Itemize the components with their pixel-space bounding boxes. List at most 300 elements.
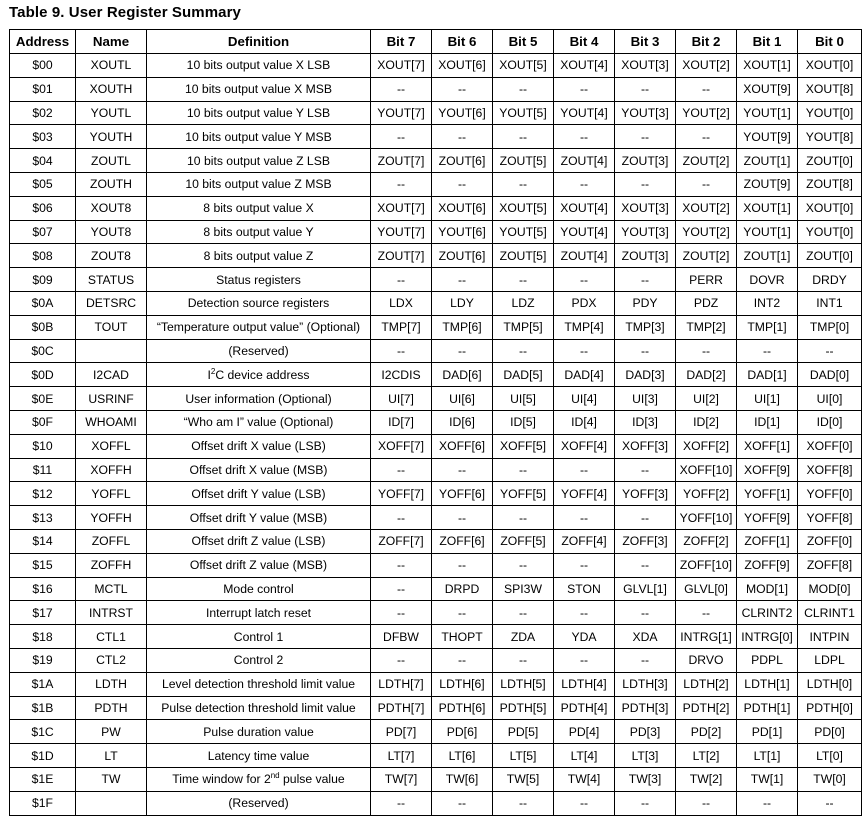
bit-cell: ZOFF[4] — [554, 529, 615, 553]
bit-cell: ZOUT[2] — [676, 244, 737, 268]
definition-cell: Latency time value — [147, 744, 371, 768]
bit-cell: XOUT[4] — [554, 196, 615, 220]
bit-cell: -- — [493, 791, 554, 815]
definition-cell: (Reserved) — [147, 791, 371, 815]
bit-cell: MOD[1] — [737, 577, 798, 601]
definition-cell: Offset drift Z value (LSB) — [147, 529, 371, 553]
bit-cell: ZOUT[6] — [432, 149, 493, 173]
bit-cell: TMP[3] — [615, 315, 676, 339]
bit-cell: -- — [554, 506, 615, 530]
bit-cell: GLVL[0] — [676, 577, 737, 601]
table-row — [10, 720, 862, 744]
bit-cell: XOUT[7] — [371, 196, 432, 220]
bit-cell: TW[1] — [737, 767, 798, 791]
bit-cell: -- — [493, 268, 554, 292]
definition-cell: Control 1 — [147, 625, 371, 649]
bit-cell: ZOUT[9] — [737, 172, 798, 196]
bit-cell: INTRG[0] — [737, 625, 798, 649]
bit-cell: XOFF[7] — [371, 434, 432, 458]
name-cell: YOUTL — [76, 101, 147, 125]
bit-cell: -- — [432, 268, 493, 292]
bit-cell: -- — [371, 791, 432, 815]
definition-cell: “Temperature output value” (Optional) — [147, 315, 371, 339]
bit-cell: XOFF[1] — [737, 434, 798, 458]
definition-cell: (Reserved) — [147, 339, 371, 363]
bit-cell: PD[5] — [493, 720, 554, 744]
table-row — [10, 601, 862, 625]
bit-cell: -- — [432, 506, 493, 530]
name-cell: TOUT — [76, 315, 147, 339]
table-row — [10, 196, 862, 220]
bit-cell: ZOUT[3] — [615, 149, 676, 173]
bit-cell: DAD[2] — [676, 363, 737, 387]
bit-cell: LDTH[1] — [737, 672, 798, 696]
bit-cell: ZOFF[7] — [371, 529, 432, 553]
bit-cell: TMP[4] — [554, 315, 615, 339]
definition-prefix: I — [207, 367, 211, 382]
bit-cell: XOFF[8] — [798, 458, 862, 482]
bit-cell: XOUT[0] — [798, 54, 862, 78]
bit-cell: -- — [493, 458, 554, 482]
bit-cell: XOUT[5] — [493, 196, 554, 220]
bit-cell: ZOFF[3] — [615, 529, 676, 553]
name-cell: YOFFL — [76, 482, 147, 506]
table-row — [10, 553, 862, 577]
address-cell: $02 — [10, 101, 76, 125]
bit-cell: MOD[0] — [798, 577, 862, 601]
definition-cell: 10 bits output value Z MSB — [147, 172, 371, 196]
table-row — [10, 172, 862, 196]
bit-cell: ID[6] — [432, 410, 493, 434]
bit-cell: PD[1] — [737, 720, 798, 744]
address-cell: $1E — [10, 767, 76, 791]
bit-cell: -- — [554, 648, 615, 672]
bit-cell: XOUT[1] — [737, 196, 798, 220]
bit-cell: -- — [493, 125, 554, 149]
definition-cell: 8 bits output value X — [147, 196, 371, 220]
table-row — [10, 696, 862, 720]
bit-cell: UI[3] — [615, 387, 676, 411]
bit-cell: YOFF[5] — [493, 482, 554, 506]
bit-cell: -- — [615, 458, 676, 482]
bit-cell: ID[0] — [798, 410, 862, 434]
bit-cell: YOFF[7] — [371, 482, 432, 506]
bit-cell: -- — [676, 339, 737, 363]
bit-cell: -- — [676, 172, 737, 196]
bit-cell: -- — [554, 339, 615, 363]
bit-cell: -- — [432, 553, 493, 577]
bit-cell: ZOUT[2] — [676, 149, 737, 173]
address-cell: $16 — [10, 577, 76, 601]
bit-cell: YOUT[3] — [615, 101, 676, 125]
bit-cell: -- — [493, 506, 554, 530]
bit-cell: -- — [554, 268, 615, 292]
name-cell: ZOUTL — [76, 149, 147, 173]
bit-cell: -- — [371, 172, 432, 196]
bit-cell: XOUT[8] — [798, 77, 862, 101]
bit-cell: LT[1] — [737, 744, 798, 768]
bit-cell: PDX — [554, 291, 615, 315]
address-cell: $18 — [10, 625, 76, 649]
bit-cell: TW[6] — [432, 767, 493, 791]
bit-cell: -- — [371, 458, 432, 482]
definition-cell: Pulse duration value — [147, 720, 371, 744]
bit-cell: -- — [554, 553, 615, 577]
column-header: Address — [10, 30, 76, 54]
address-cell: $0C — [10, 339, 76, 363]
bit-cell: -- — [554, 601, 615, 625]
name-cell: USRINF — [76, 387, 147, 411]
bit-cell: UI[0] — [798, 387, 862, 411]
bit-cell: PDTH[3] — [615, 696, 676, 720]
bit-cell: TW[0] — [798, 767, 862, 791]
bit-cell: DOVR — [737, 268, 798, 292]
address-cell: $0E — [10, 387, 76, 411]
bit-cell: -- — [554, 77, 615, 101]
column-header: Bit 0 — [798, 30, 862, 54]
bit-cell: ZOFF[9] — [737, 553, 798, 577]
bit-cell: YOUT[9] — [737, 125, 798, 149]
bit-cell: DAD[1] — [737, 363, 798, 387]
bit-cell: ZOFF[5] — [493, 529, 554, 553]
definition-cell: 8 bits output value Z — [147, 244, 371, 268]
name-cell: PDTH — [76, 696, 147, 720]
bit-cell: -- — [615, 172, 676, 196]
bit-cell: TW[7] — [371, 767, 432, 791]
name-cell: ZOUTH — [76, 172, 147, 196]
bit-cell: ID[2] — [676, 410, 737, 434]
bit-cell: INT2 — [737, 291, 798, 315]
bit-cell: -- — [493, 553, 554, 577]
bit-cell: -- — [432, 125, 493, 149]
bit-cell: ZOUT[1] — [737, 244, 798, 268]
definition-text: C device address — [215, 367, 310, 382]
bit-cell: LDPL — [798, 648, 862, 672]
name-cell: XOFFH — [76, 458, 147, 482]
table-row — [10, 363, 862, 387]
bit-cell: -- — [493, 601, 554, 625]
bit-cell: -- — [676, 125, 737, 149]
address-cell: $13 — [10, 506, 76, 530]
table-row — [10, 506, 862, 530]
bit-cell: LDTH[7] — [371, 672, 432, 696]
bit-cell: CLRINT2 — [737, 601, 798, 625]
bit-cell: PDZ — [676, 291, 737, 315]
table-row — [10, 434, 862, 458]
bit-cell: YOUT[7] — [371, 220, 432, 244]
table-row — [10, 672, 862, 696]
bit-cell: -- — [371, 125, 432, 149]
bit-cell: YOUT[0] — [798, 220, 862, 244]
bit-cell: -- — [615, 791, 676, 815]
column-header: Bit 1 — [737, 30, 798, 54]
bit-cell: LDY — [432, 291, 493, 315]
bit-cell: -- — [371, 77, 432, 101]
table-row — [10, 220, 862, 244]
bit-cell: -- — [493, 172, 554, 196]
bit-cell: PDY — [615, 291, 676, 315]
name-cell: WHOAMI — [76, 410, 147, 434]
definition-cell: Status registers — [147, 268, 371, 292]
bit-cell: DRVO — [676, 648, 737, 672]
bit-cell: PD[4] — [554, 720, 615, 744]
bit-cell: ZOFF[0] — [798, 529, 862, 553]
table-row — [10, 767, 862, 791]
table-row — [10, 125, 862, 149]
bit-cell: LDTH[4] — [554, 672, 615, 696]
definition-superscript: nd — [270, 771, 280, 781]
address-cell: $1D — [10, 744, 76, 768]
name-cell: PW — [76, 720, 147, 744]
bit-cell: XDA — [615, 625, 676, 649]
column-header: Bit 5 — [493, 30, 554, 54]
address-cell: $0D — [10, 363, 76, 387]
bit-cell: YOUT[7] — [371, 101, 432, 125]
bit-cell: -- — [371, 268, 432, 292]
bit-cell: UI[4] — [554, 387, 615, 411]
address-cell: $15 — [10, 553, 76, 577]
definition-cell: 10 bits output value X LSB — [147, 54, 371, 78]
bit-cell: XOUT[2] — [676, 54, 737, 78]
bit-cell: XOUT[3] — [615, 196, 676, 220]
bit-cell: LDZ — [493, 291, 554, 315]
bit-cell: INTPIN — [798, 625, 862, 649]
bit-cell: LT[7] — [371, 744, 432, 768]
bit-cell: -- — [371, 339, 432, 363]
bit-cell: UI[1] — [737, 387, 798, 411]
definition-cell — [147, 363, 371, 387]
bit-cell: YOFF[8] — [798, 506, 862, 530]
table-row — [10, 291, 862, 315]
bit-cell: DFBW — [371, 625, 432, 649]
bit-cell: -- — [432, 77, 493, 101]
definition-prefix: Time window for 2 — [172, 772, 271, 787]
bit-cell: -- — [615, 268, 676, 292]
bit-cell: XOFF[9] — [737, 458, 798, 482]
definition-cell: 10 bits output value Y LSB — [147, 101, 371, 125]
bit-cell: UI[2] — [676, 387, 737, 411]
definition-cell: Detection source registers — [147, 291, 371, 315]
bit-cell: THOPT — [432, 625, 493, 649]
bit-cell: UI[7] — [371, 387, 432, 411]
definition-text: pulse value — [279, 772, 345, 787]
definition-cell: Control 2 — [147, 648, 371, 672]
bit-cell: PDTH[2] — [676, 696, 737, 720]
table-row — [10, 625, 862, 649]
name-cell — [76, 791, 147, 815]
bit-cell: XOFF[10] — [676, 458, 737, 482]
name-cell: YOUT8 — [76, 220, 147, 244]
bit-cell: ID[7] — [371, 410, 432, 434]
bit-cell: YOFF[10] — [676, 506, 737, 530]
bit-cell: -- — [798, 791, 862, 815]
name-cell: CTL1 — [76, 625, 147, 649]
address-cell: $19 — [10, 648, 76, 672]
name-cell: LDTH — [76, 672, 147, 696]
name-cell: ZOFFL — [76, 529, 147, 553]
bit-cell: PDTH[4] — [554, 696, 615, 720]
bit-cell: PERR — [676, 268, 737, 292]
name-cell: ZOFFH — [76, 553, 147, 577]
bit-cell: PDTH[5] — [493, 696, 554, 720]
table-row — [10, 410, 862, 434]
bit-cell: YOFF[1] — [737, 482, 798, 506]
bit-cell: ZOUT[7] — [371, 244, 432, 268]
bit-cell: LDTH[5] — [493, 672, 554, 696]
bit-cell: XOFF[4] — [554, 434, 615, 458]
definition-cell: Mode control — [147, 577, 371, 601]
bit-cell: XOUT[6] — [432, 54, 493, 78]
name-cell: I2CAD — [76, 363, 147, 387]
table-row — [10, 458, 862, 482]
bit-cell: LDX — [371, 291, 432, 315]
bit-cell: ZOFF[10] — [676, 553, 737, 577]
address-cell: $0B — [10, 315, 76, 339]
bit-cell: -- — [554, 458, 615, 482]
bit-cell: -- — [615, 125, 676, 149]
address-cell: $1B — [10, 696, 76, 720]
address-cell: $00 — [10, 54, 76, 78]
address-cell: $1F — [10, 791, 76, 815]
bit-cell: PDTH[0] — [798, 696, 862, 720]
bit-cell: XOUT[0] — [798, 196, 862, 220]
bit-cell: XOUT[3] — [615, 54, 676, 78]
bit-cell: -- — [615, 601, 676, 625]
definition-cell: Level detection threshold limit value — [147, 672, 371, 696]
address-cell: $06 — [10, 196, 76, 220]
bit-cell: YOUT[1] — [737, 220, 798, 244]
bit-cell: ZOUT[6] — [432, 244, 493, 268]
definition-cell: 10 bits output value Y MSB — [147, 125, 371, 149]
name-cell: XOUTL — [76, 54, 147, 78]
bit-cell: YOUT[1] — [737, 101, 798, 125]
bit-cell: XOFF[2] — [676, 434, 737, 458]
bit-cell: -- — [737, 339, 798, 363]
bit-cell: -- — [493, 648, 554, 672]
bit-cell: DAD[4] — [554, 363, 615, 387]
bit-cell: -- — [371, 553, 432, 577]
bit-cell: XOUT[1] — [737, 54, 798, 78]
bit-cell: -- — [371, 506, 432, 530]
definition-cell: Offset drift Z value (MSB) — [147, 553, 371, 577]
bit-cell: UI[5] — [493, 387, 554, 411]
bit-cell: ID[1] — [737, 410, 798, 434]
bit-cell: -- — [615, 77, 676, 101]
bit-cell: -- — [676, 791, 737, 815]
address-cell: $1C — [10, 720, 76, 744]
column-header: Bit 6 — [432, 30, 493, 54]
name-cell: INTRST — [76, 601, 147, 625]
column-header: Bit 2 — [676, 30, 737, 54]
bit-cell: XOFF[6] — [432, 434, 493, 458]
bit-cell: -- — [432, 172, 493, 196]
column-header: Bit 7 — [371, 30, 432, 54]
bit-cell: YOFF[6] — [432, 482, 493, 506]
definition-cell: 8 bits output value Y — [147, 220, 371, 244]
bit-cell: DAD[0] — [798, 363, 862, 387]
bit-cell: ZOUT[8] — [798, 172, 862, 196]
bit-cell: I2CDIS — [371, 363, 432, 387]
definition-cell: Interrupt latch reset — [147, 601, 371, 625]
bit-cell: XOUT[4] — [554, 54, 615, 78]
definition-cell — [147, 767, 371, 791]
bit-cell: PD[6] — [432, 720, 493, 744]
bit-cell: PDTH[6] — [432, 696, 493, 720]
bit-cell: DAD[5] — [493, 363, 554, 387]
bit-cell: ZOUT[3] — [615, 244, 676, 268]
definition-cell: 10 bits output value X MSB — [147, 77, 371, 101]
bit-cell: XOUT[5] — [493, 54, 554, 78]
bit-cell: ID[4] — [554, 410, 615, 434]
bit-cell: -- — [615, 339, 676, 363]
bit-cell: LT[5] — [493, 744, 554, 768]
bit-cell: YOFF[3] — [615, 482, 676, 506]
address-cell: $01 — [10, 77, 76, 101]
bit-cell: ZOUT[0] — [798, 244, 862, 268]
bit-cell: -- — [493, 77, 554, 101]
bit-cell: DRPD — [432, 577, 493, 601]
bit-cell: -- — [554, 172, 615, 196]
bit-cell: TMP[2] — [676, 315, 737, 339]
bit-cell: -- — [432, 601, 493, 625]
table-row — [10, 744, 862, 768]
bit-cell: ZOFF[1] — [737, 529, 798, 553]
address-cell: $08 — [10, 244, 76, 268]
address-cell: $17 — [10, 601, 76, 625]
table-row — [10, 77, 862, 101]
bit-cell: LT[2] — [676, 744, 737, 768]
bit-cell: PDPL — [737, 648, 798, 672]
bit-cell: LT[0] — [798, 744, 862, 768]
name-cell: CTL2 — [76, 648, 147, 672]
name-cell: DETSRC — [76, 291, 147, 315]
address-cell: $1A — [10, 672, 76, 696]
bit-cell: ZOFF[6] — [432, 529, 493, 553]
name-cell: YOUTH — [76, 125, 147, 149]
bit-cell: PDTH[7] — [371, 696, 432, 720]
bit-cell: ZOUT[5] — [493, 149, 554, 173]
bit-cell: LDTH[2] — [676, 672, 737, 696]
name-cell — [76, 339, 147, 363]
bit-cell: YOUT[6] — [432, 220, 493, 244]
table-title: Table 9. User Register Summary — [9, 4, 241, 21]
bit-cell: -- — [615, 648, 676, 672]
bit-cell: TMP[1] — [737, 315, 798, 339]
definition-cell: Offset drift X value (LSB) — [147, 434, 371, 458]
bit-cell: ZOUT[4] — [554, 244, 615, 268]
table-row — [10, 387, 862, 411]
name-cell: XOFFL — [76, 434, 147, 458]
bit-cell: -- — [371, 648, 432, 672]
bit-cell: -- — [615, 553, 676, 577]
bit-cell: ZDA — [493, 625, 554, 649]
bit-cell: XOUT[7] — [371, 54, 432, 78]
bit-cell: LDTH[6] — [432, 672, 493, 696]
table-row — [10, 54, 862, 78]
bit-cell: ZOUT[4] — [554, 149, 615, 173]
bit-cell: TW[2] — [676, 767, 737, 791]
bit-cell: ZOFF[8] — [798, 553, 862, 577]
bit-cell: YOUT[8] — [798, 125, 862, 149]
bit-cell: TW[3] — [615, 767, 676, 791]
bit-cell: LT[3] — [615, 744, 676, 768]
table-row — [10, 648, 862, 672]
definition-cell: Offset drift Y value (LSB) — [147, 482, 371, 506]
bit-cell: LT[6] — [432, 744, 493, 768]
bit-cell: TW[5] — [493, 767, 554, 791]
bit-cell: ZOFF[2] — [676, 529, 737, 553]
bit-cell: YOUT[5] — [493, 101, 554, 125]
